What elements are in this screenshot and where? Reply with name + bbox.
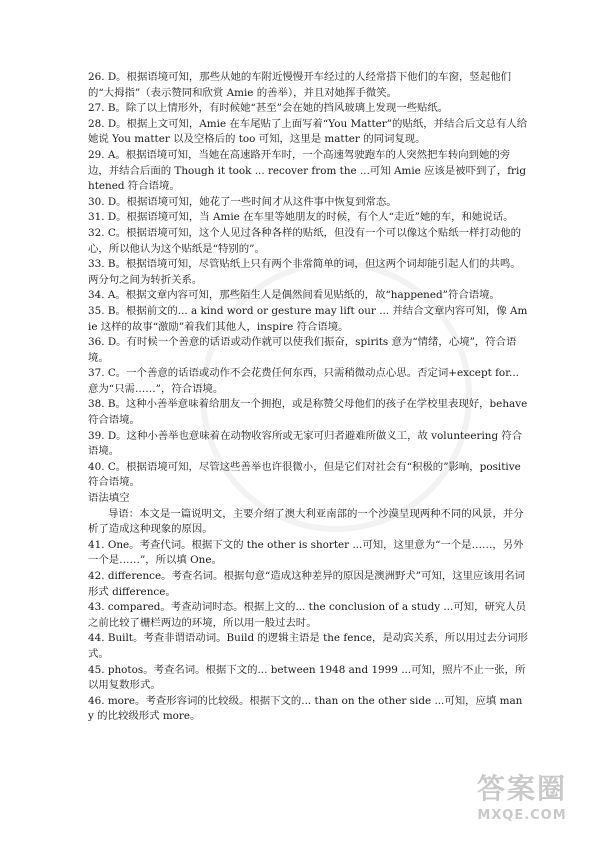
answer-27: 27. B。除了以上情形外，有时候她“甚至”会在她的挡风玻璃上发现一些贴纸。 [88,102,449,115]
brand-url-text: MXQE.COM [477,808,567,823]
answer-document [88,70,528,725]
brand-watermark-logo [463,770,581,832]
answer-26: 26. D。根据语境可知，那些从她的车附近慢慢开车经过的人经常搭下他们的车窗，竖起他们的“大拇指”（表示赞同和欣赏 Amie 的善举），并且对她挥手微笑。 [88,71,511,99]
answer-30: 30. D。根据语境可知，她花了一些时间才从这件事中恢复到常态。 [88,195,397,208]
answer-42: 42. difference。考查名词。根据句意“造成这种差异的原因是澳洲野犬”可知，这里应该用名词形式 difference。 [88,570,526,598]
answer-46: 46. more。考查形容词的比较级。根据下文的... than on the other side ...可知，应填 many 的比较级形式 more。 [88,694,523,723]
answer-45: 45. photos。考查名词。根据下文的... between 1948 and 1999 ...可知，照片不止一张，所以用复数形式。 [88,663,526,692]
answer-29: 29. A。根据语境可知，当她在高速路开车时，一个高速驾驶跑车的人突然把车转向到她的旁边，并结合后面的 Though it took ... recover from the ...可知 Amie 应该是被吓到了，frightened 符合语境。 [88,148,527,193]
answer-41: 41. One。考查代词。根据下文的 the other is shorter ...可知，这里意为“一个是……，另外一个是……”，所以填 One。 [88,538,524,567]
answer-40: 40. C。根据语境可知，尽管这些善举也许很微小，但是它们对社会有“积极的”影响，positive 符合语境。 [88,460,521,489]
answer-37: 37. C。一个善意的话语或动作不会花费任何东西，只需稍微动点心思。否定词+except for...意为“只需……”，符合语境。 [88,367,519,395]
answer-38: 38. B。这种小善举意味着给朋友一个拥抱，或是称赞父母他们的孩子在学校里表现好，behave 符合语境。 [88,398,528,427]
guide-paragraph: 导语：本文是一篇说明文，主要介绍了澳大利亚南部的一个沙漠呈现两种不同的风景，并分析了造成这种现象的原因。 [88,507,524,536]
answer-39: 39. D。这种小善举也意味着在动物收容所或无家可归者避难所做义工，故 volunteering 符合语境。 [88,429,523,458]
answer-44: 44. Built。考查非谓语动词。Build 的逻辑主语是 the fence，是动宾关系，所以用过去分词形式。 [88,632,528,660]
brand-logo-text: 答案圈 [476,772,567,805]
answer-43: 43. compared。考查动词时态。根据上文的... the conclusion of a study ...可知，研究人员之前比较了栅栏两边的环境，所以用一般过去时。 [88,601,527,629]
answer-32: 32. C。根据语境可知，这个人见过各种各样的贴纸，但没有一个可以像这个贴纸一样打动他的心，所以他认为这个贴纸是“特别的”。 [88,226,522,255]
answer-36: 36. D。有时候一个善意的话语或动作就可以使我们振奋，spirits 意为“情绪，心境”，符合语境。 [88,336,517,364]
answer-34: 34. A。根据文章内容可知，那些陌生人是偶然间看见贴纸的，故“happened”符合语境。 [88,289,500,302]
answer-33: 33. B。根据语境可知，尽管贴纸上只有两个非常简单的词，但这两个词却能引起人们的共鸣。两分句之间为转折关系。 [88,258,521,286]
answer-28: 28. D。根据上文可知，Amie 在车尾贴了上面写着“You Matter”的贴纸，并结合后文总有人给她说 You matter 以及空格后的 too 可知，这里是 matter 的同词复现。 [88,117,528,146]
answer-35: 35. B。根据前文的... a kind word or gesture may lift our ... 并结合文章内容可知，像 Amie 这样的故事“激励”着我们其他人，inspire 符合语境。 [88,304,528,333]
section-heading: 语法填空 [88,492,130,505]
answer-31: 31. D。根据语境可知，当 Amie 在车里等她朋友的时候，有个人“走近”她的车，和她说话。 [88,211,514,224]
